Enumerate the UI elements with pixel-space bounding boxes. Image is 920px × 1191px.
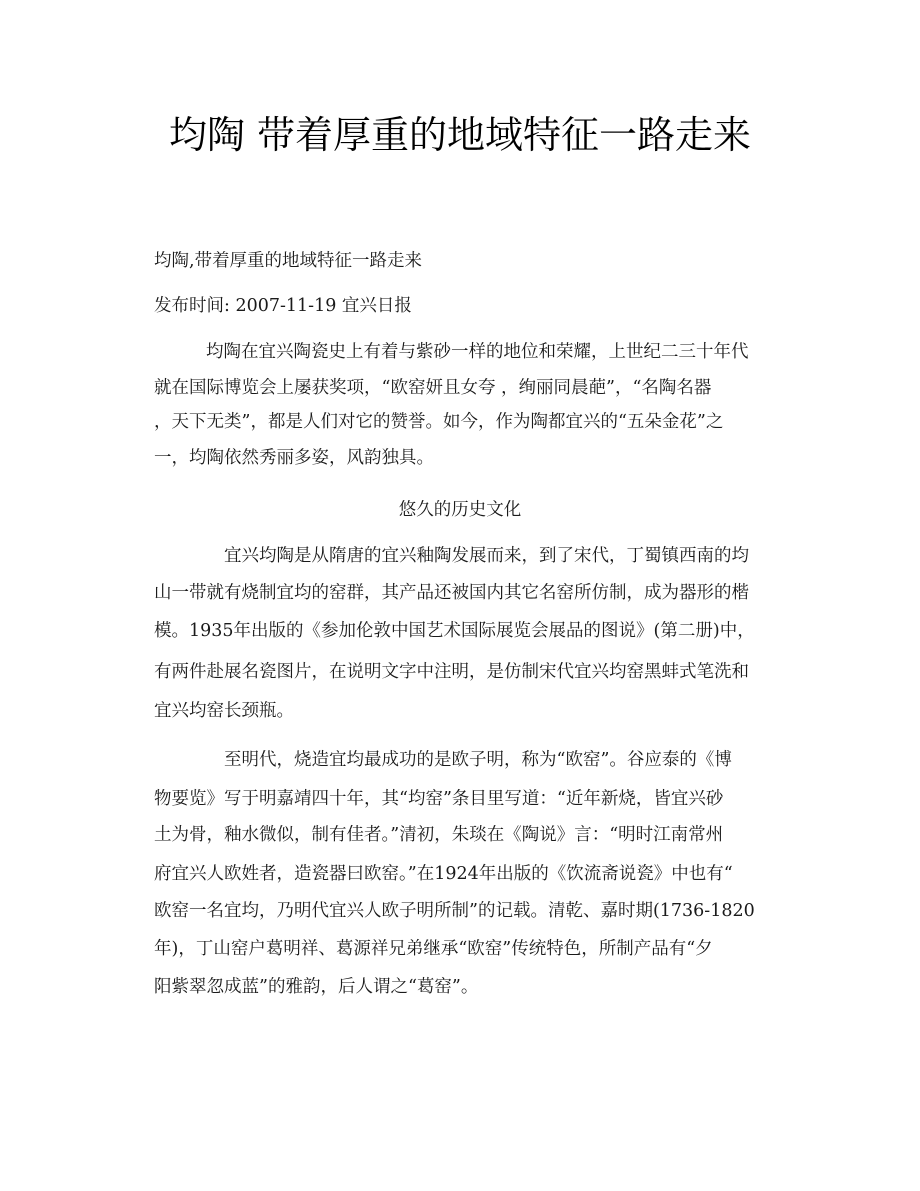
paragraph-line: 欧窑一名宜均，乃明代宜兴人欧子明所制”的记载。清乾、嘉时期(1736-1820 [154, 901, 755, 921]
paragraph-line: 模。1935年出版的《参加伦敦中国艺术国际展览会展品的图说》(第二册)中， [154, 621, 755, 641]
paragraph-line: 土为骨，釉水微似，制有佳者。”清初，朱琰在《陶说》言：“明时江南常州 [154, 825, 724, 845]
paragraph-line: 有两件赴展名瓷图片，在说明文字中注明，是仿制宋代宜兴均窑黑蚌式笔洗和 [154, 662, 749, 682]
paragraph-line: 山一带就有烧制宜均的窑群，其产品还被国内其它名窑所仿制，成为器形的楷 [154, 583, 749, 603]
paragraph-line: 均陶在宜兴陶瓷史上有着与紫砂一样的地位和荣耀，上世纪二三十年代 [206, 342, 749, 362]
article-subtitle: 均陶,带着厚重的地域特征一路走来 [154, 251, 423, 271]
page-title: 均陶 带着厚重的地域特征一路走来 [168, 113, 752, 157]
paragraph-line: 一，均陶依然秀丽多姿，风韵独具。 [154, 448, 434, 468]
paragraph-line: 年)，丁山窑户葛明祥、葛源祥兄弟继承“欧窑”传统特色，所制产品有“夕 [154, 939, 713, 959]
paragraph-line: 府宜兴人欧姓者，造瓷器曰欧窑。”在1924年出版的《饮流斋说瓷》中也有“ [154, 864, 733, 884]
paragraph-line: 宜兴均窑长颈瓶。 [154, 701, 294, 721]
paragraph-line: 宜兴均陶是从隋唐的宜兴釉陶发展而来，到了宋代，丁蜀镇西南的均 [224, 546, 749, 566]
paragraph-line: 阳紫翠忽成蓝”的雅韵，后人谓之“葛窑”。 [154, 977, 479, 997]
section-heading: 悠久的历史文化 [398, 500, 522, 520]
paragraph-line: ，天下无类”，都是人们对它的赞誉。如今，作为陶都宜兴的“五朵金花”之 [154, 412, 724, 432]
publish-info: 发布时间: 2007-11-19 宜兴日报 [154, 296, 412, 316]
paragraph-line: 就在国际博览会上屡获奖项，“欧窑妍且女夸 ，绚丽同晨葩”，“名陶名器 [154, 378, 712, 398]
paragraph-line: 物要览》写于明嘉靖四十年，其“均窑”条目里写道：“近年新烧，皆宜兴砂 [154, 789, 724, 809]
paragraph-line: 至明代，烧造宜均最成功的是欧子明，称为“欧窑”。谷应泰的《博 [224, 750, 732, 770]
